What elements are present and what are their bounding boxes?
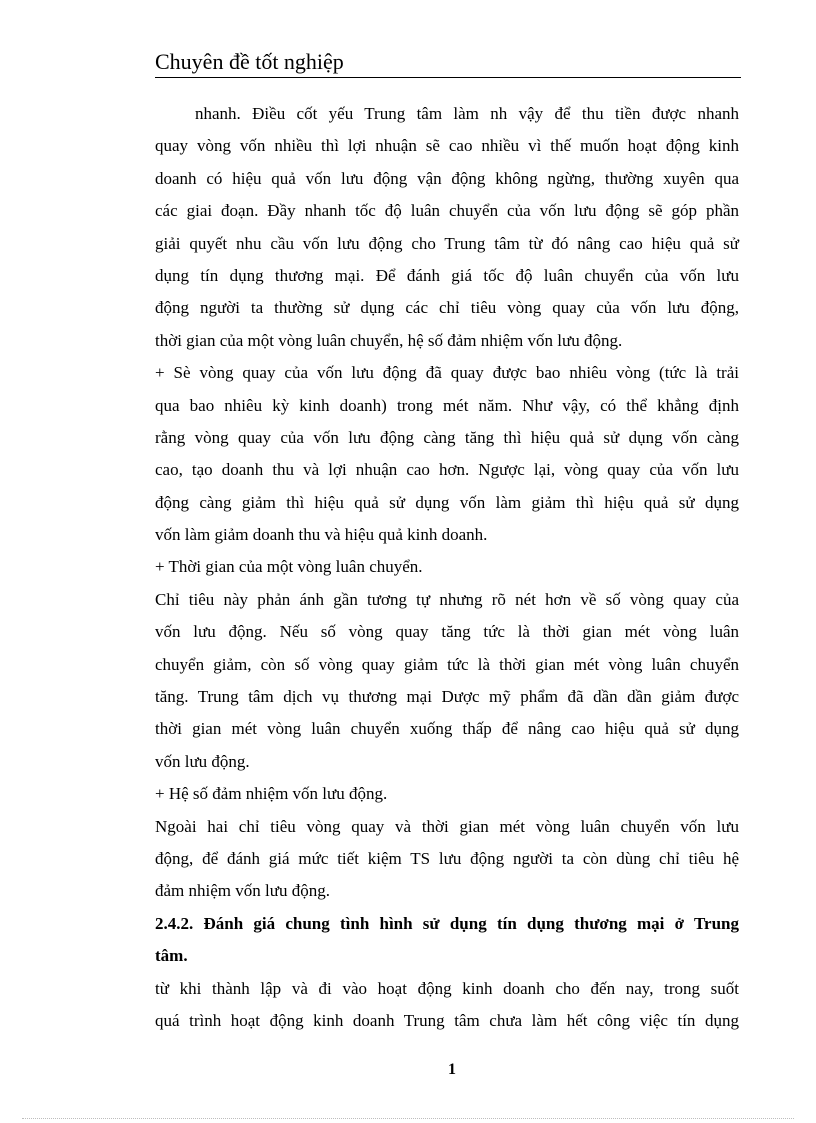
- text-line: chuyển giảm, còn số vòng quay giảm tức là thời gian mét vòng luân chuyển: [155, 654, 739, 674]
- text-line: đảm nhiệm vốn lưu động.: [155, 881, 330, 901]
- section-heading-line: 2.4.2. Đánh giá chung tình hình sử dụng tín dụng thương mại ở Trung: [155, 913, 739, 933]
- text-line: quá trình hoạt động kinh doanh Trung tâm chưa làm hết công việc tín dụng: [155, 1010, 739, 1030]
- section-heading-line: tâm.: [155, 946, 188, 966]
- page-number: 1: [448, 1061, 456, 1078]
- text-line: quay vòng vốn nhiều thì lợi nhuận sẽ cao nhiều vì thế muốn hoạt động kinh: [155, 136, 739, 156]
- text-line: + Sè vòng quay của vốn lưu động đã quay được bao nhiêu vòng (tức là trải: [155, 363, 739, 383]
- text-line: động, để đánh giá mức tiết kiệm TS lưu động người ta còn dùng chỉ tiêu hệ: [155, 848, 739, 868]
- text-line: các giai đoạn. Đầy nhanh tốc độ luân chuyển của vốn lưu động sẽ góp phần: [155, 201, 739, 221]
- body-text: [155, 98, 739, 1037]
- text-line: nhanh. Điều cốt yếu Trung tâm làm nh vậy để thu tiền được nhanh: [195, 104, 739, 123]
- text-line: doanh có hiệu quả vốn lưu động vận động không ngừng, thường xuyên qua: [155, 168, 739, 188]
- page-bottom-border: [22, 1118, 794, 1119]
- page-header-title: Chuyên đề tốt nghiệp: [155, 49, 344, 74]
- text-line: vốn lưu động. Nếu số vòng quay tăng tức là thời gian mét vòng luân: [155, 622, 739, 642]
- text-line: tăng. Trung tâm dịch vụ thương mại Dược mỹ phẩm đã dần dần giảm được: [155, 687, 739, 707]
- text-line: vốn lưu động.: [155, 751, 250, 771]
- text-line: cao, tạo doanh thu và lợi nhuận cao hơn. Ngược lại, vòng quay của vốn lưu: [155, 460, 739, 480]
- text-line: giải quyết nhu cầu vốn lưu động cho Trung tâm từ đó nâng cao hiệu quả sử: [155, 233, 739, 253]
- text-line: + Hệ số đảm nhiệm vốn lưu động.: [155, 784, 388, 804]
- text-line: + Thời gian của một vòng luân chuyển.: [155, 557, 423, 577]
- text-line: vốn làm giảm doanh thu và hiệu quả kinh doanh.: [155, 525, 488, 545]
- text-line: rằng vòng quay của vốn lưu động càng tăng thì hiệu quả sử dụng vốn càng: [155, 427, 739, 447]
- text-line: thời gian mét vòng luân chuyển xuống thấp để nâng cao hiệu quả sử dụng: [155, 719, 739, 739]
- text-line: Ngoài hai chỉ tiêu vòng quay và thời gian mét vòng luân chuyển vốn lưu: [155, 816, 739, 836]
- text-line: dụng tín dụng thương mại. Để đánh giá tốc độ luân chuyển của vốn lưu: [155, 265, 739, 285]
- text-line: động người ta thường sử dụng các chỉ tiêu vòng quay của vốn lưu động,: [155, 298, 739, 318]
- header-rule: [155, 77, 741, 78]
- text-line: thời gian của một vòng luân chuyển, hệ số đảm nhiệm vốn lưu động.: [155, 330, 623, 350]
- text-line: từ khi thành lập và đi vào hoạt động kinh doanh cho đến nay, trong suốt: [155, 978, 739, 998]
- text-line: qua bao nhiêu kỳ kinh doanh) trong mét năm. Như vậy, có thể khẳng định: [155, 395, 739, 415]
- text-line: động càng giảm thì hiệu quả sử dụng vốn làm giảm thì hiệu quả sử dụng: [155, 492, 739, 512]
- text-line: Chỉ tiêu này phản ánh gần tương tự nhưng rõ nét hơn về số vòng quay của: [155, 589, 739, 609]
